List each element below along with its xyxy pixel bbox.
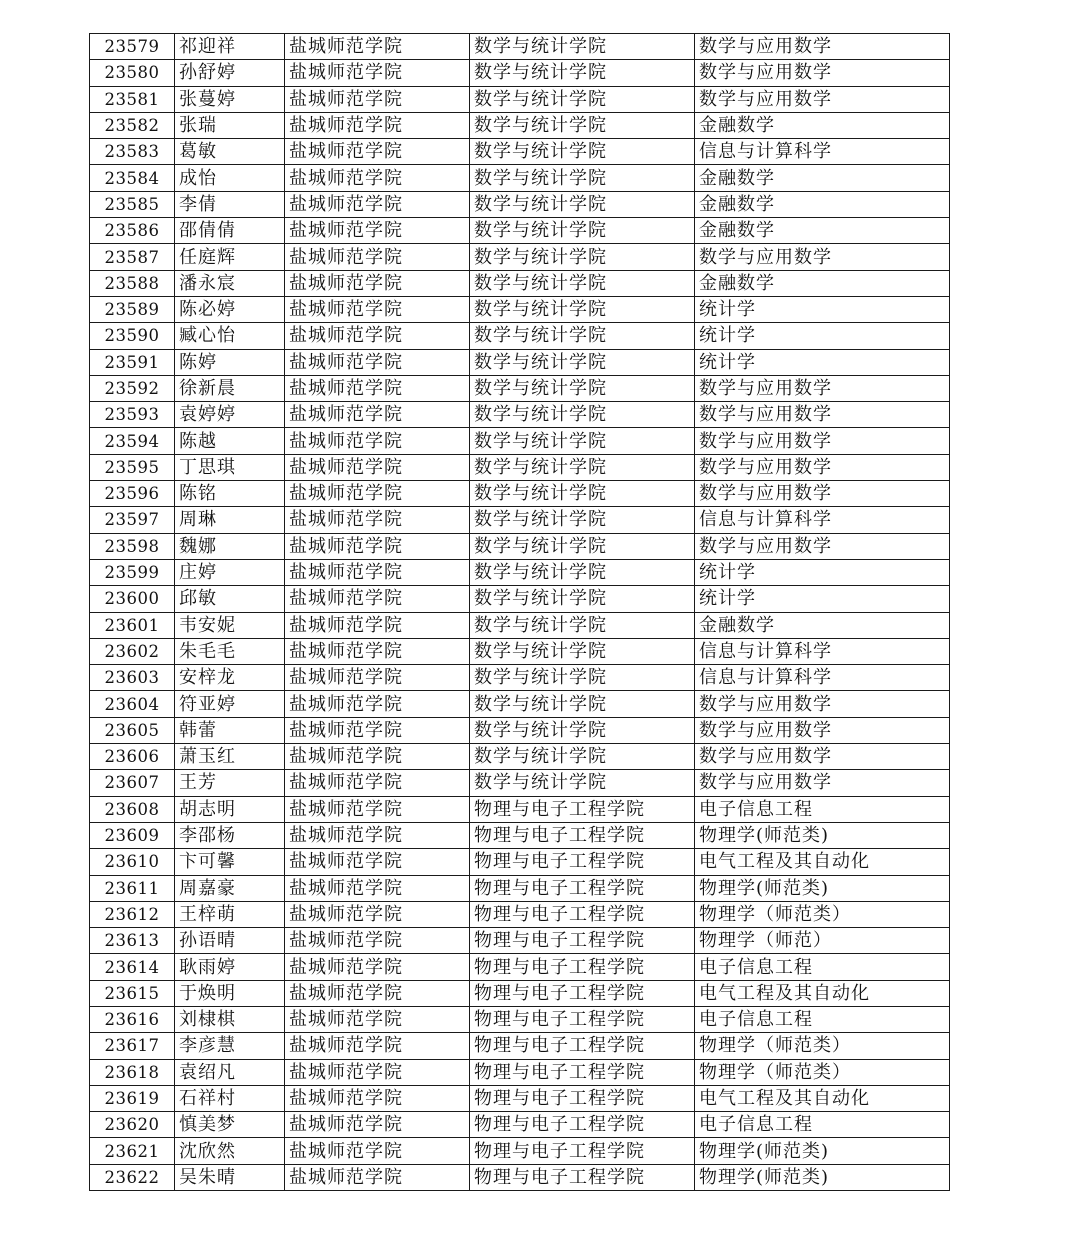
college-cell: 数学与统计学院 <box>470 86 695 112</box>
student-id-cell: 23611 <box>90 875 175 901</box>
major-cell: 统计学 <box>695 586 950 612</box>
table-row <box>90 296 950 322</box>
major-cell: 物理学(师范类) <box>695 1138 950 1164</box>
university-cell: 盐城师范学院 <box>285 901 470 927</box>
university-cell: 盐城师范学院 <box>285 1033 470 1059</box>
college-cell: 物理与电子工程学院 <box>470 901 695 927</box>
student-id-cell: 23610 <box>90 849 175 875</box>
university-cell: 盐城师范学院 <box>285 796 470 822</box>
major-cell: 电子信息工程 <box>695 796 950 822</box>
major-cell: 物理学(师范类) <box>695 1164 950 1190</box>
student-name-cell: 李彦慧 <box>175 1033 285 1059</box>
college-cell: 数学与统计学院 <box>470 559 695 585</box>
student-name-cell: 陈必婷 <box>175 296 285 322</box>
college-cell: 物理与电子工程学院 <box>470 849 695 875</box>
student-name-cell: 胡志明 <box>175 796 285 822</box>
table-row <box>90 586 950 612</box>
university-cell: 盐城师范学院 <box>285 296 470 322</box>
college-cell: 数学与统计学院 <box>470 296 695 322</box>
major-cell: 数学与应用数学 <box>695 481 950 507</box>
student-name-cell: 邱敏 <box>175 586 285 612</box>
major-cell: 金融数学 <box>695 612 950 638</box>
student-id-cell: 23579 <box>90 34 175 60</box>
major-cell: 数学与应用数学 <box>695 60 950 86</box>
university-cell: 盐城师范学院 <box>285 638 470 664</box>
major-cell: 统计学 <box>695 349 950 375</box>
college-cell: 数学与统计学院 <box>470 349 695 375</box>
table-row <box>90 1059 950 1085</box>
table-row <box>90 1085 950 1111</box>
college-cell: 数学与统计学院 <box>470 244 695 270</box>
student-id-cell: 23596 <box>90 481 175 507</box>
student-name-cell: 成怡 <box>175 165 285 191</box>
major-cell: 数学与应用数学 <box>695 691 950 717</box>
table-row <box>90 244 950 270</box>
university-cell: 盐城师范学院 <box>285 428 470 454</box>
major-cell: 数学与应用数学 <box>695 244 950 270</box>
major-cell: 信息与计算科学 <box>695 665 950 691</box>
student-name-cell: 臧心怡 <box>175 323 285 349</box>
college-cell: 物理与电子工程学院 <box>470 875 695 901</box>
major-cell: 金融数学 <box>695 191 950 217</box>
college-cell: 数学与统计学院 <box>470 533 695 559</box>
table-row <box>90 323 950 349</box>
major-cell: 电气工程及其自动化 <box>695 1085 950 1111</box>
student-id-cell: 23591 <box>90 349 175 375</box>
college-cell: 数学与统计学院 <box>470 323 695 349</box>
major-cell: 物理学(师范类) <box>695 875 950 901</box>
student-id-cell: 23582 <box>90 112 175 138</box>
college-cell: 数学与统计学院 <box>470 507 695 533</box>
college-cell: 数学与统计学院 <box>470 691 695 717</box>
student-id-cell: 23615 <box>90 980 175 1006</box>
student-id-cell: 23616 <box>90 1006 175 1032</box>
student-name-cell: 任庭辉 <box>175 244 285 270</box>
table-row <box>90 744 950 770</box>
student-id-cell: 23600 <box>90 586 175 612</box>
table-row <box>90 691 950 717</box>
college-cell: 物理与电子工程学院 <box>470 1164 695 1190</box>
student-id-cell: 23593 <box>90 402 175 428</box>
university-cell: 盐城师范学院 <box>285 270 470 296</box>
student-name-cell: 朱毛毛 <box>175 638 285 664</box>
university-cell: 盐城师范学院 <box>285 1138 470 1164</box>
college-cell: 数学与统计学院 <box>470 744 695 770</box>
college-cell: 物理与电子工程学院 <box>470 796 695 822</box>
student-id-cell: 23620 <box>90 1112 175 1138</box>
major-cell: 数学与应用数学 <box>695 717 950 743</box>
major-cell: 信息与计算科学 <box>695 638 950 664</box>
university-cell: 盐城师范学院 <box>285 928 470 954</box>
major-cell: 数学与应用数学 <box>695 402 950 428</box>
student-id-cell: 23585 <box>90 191 175 217</box>
university-cell: 盐城师范学院 <box>285 1164 470 1190</box>
table-row <box>90 165 950 191</box>
table-row <box>90 86 950 112</box>
university-cell: 盐城师范学院 <box>285 875 470 901</box>
university-cell: 盐城师范学院 <box>285 691 470 717</box>
university-cell: 盐城师范学院 <box>285 586 470 612</box>
student-id-cell: 23583 <box>90 139 175 165</box>
university-cell: 盐城师范学院 <box>285 849 470 875</box>
student-id-cell: 23614 <box>90 954 175 980</box>
table-row <box>90 638 950 664</box>
table-row <box>90 954 950 980</box>
table-row <box>90 112 950 138</box>
university-cell: 盐城师范学院 <box>285 139 470 165</box>
major-cell: 电子信息工程 <box>695 1112 950 1138</box>
college-cell: 物理与电子工程学院 <box>470 1112 695 1138</box>
student-name-cell: 张蔓婷 <box>175 86 285 112</box>
student-id-cell: 23613 <box>90 928 175 954</box>
university-cell: 盐城师范学院 <box>285 559 470 585</box>
university-cell: 盐城师范学院 <box>285 954 470 980</box>
university-cell: 盐城师范学院 <box>285 770 470 796</box>
table-row <box>90 901 950 927</box>
student-id-cell: 23602 <box>90 638 175 664</box>
college-cell: 数学与统计学院 <box>470 428 695 454</box>
major-cell: 数学与应用数学 <box>695 770 950 796</box>
table-row <box>90 139 950 165</box>
major-cell: 数学与应用数学 <box>695 34 950 60</box>
student-name-cell: 陈婷 <box>175 349 285 375</box>
student-id-cell: 23587 <box>90 244 175 270</box>
student-id-cell: 23604 <box>90 691 175 717</box>
college-cell: 数学与统计学院 <box>470 139 695 165</box>
university-cell: 盐城师范学院 <box>285 112 470 138</box>
university-cell: 盐城师范学院 <box>285 1059 470 1085</box>
student-name-cell: 于焕明 <box>175 980 285 1006</box>
college-cell: 数学与统计学院 <box>470 638 695 664</box>
major-cell: 金融数学 <box>695 112 950 138</box>
student-id-cell: 23608 <box>90 796 175 822</box>
university-cell: 盐城师范学院 <box>285 980 470 1006</box>
major-cell: 数学与应用数学 <box>695 375 950 401</box>
table-row <box>90 375 950 401</box>
college-cell: 物理与电子工程学院 <box>470 1006 695 1032</box>
major-cell: 物理学（师范类） <box>695 1059 950 1085</box>
college-cell: 数学与统计学院 <box>470 112 695 138</box>
student-id-cell: 23592 <box>90 375 175 401</box>
student-name-cell: 丁思琪 <box>175 454 285 480</box>
university-cell: 盐城师范学院 <box>285 191 470 217</box>
table-row <box>90 1164 950 1190</box>
student-name-cell: 祁迎祥 <box>175 34 285 60</box>
major-cell: 数学与应用数学 <box>695 86 950 112</box>
student-name-cell: 葛敏 <box>175 139 285 165</box>
student-name-cell: 孙语晴 <box>175 928 285 954</box>
student-name-cell: 慎美梦 <box>175 1112 285 1138</box>
college-cell: 物理与电子工程学院 <box>470 954 695 980</box>
table-row <box>90 349 950 375</box>
university-cell: 盐城师范学院 <box>285 349 470 375</box>
student-id-cell: 23607 <box>90 770 175 796</box>
major-cell: 统计学 <box>695 323 950 349</box>
student-name-cell: 韦安妮 <box>175 612 285 638</box>
university-cell: 盐城师范学院 <box>285 244 470 270</box>
student-name-cell: 王芳 <box>175 770 285 796</box>
college-cell: 物理与电子工程学院 <box>470 928 695 954</box>
student-name-cell: 周嘉豪 <box>175 875 285 901</box>
major-cell: 数学与应用数学 <box>695 454 950 480</box>
college-cell: 数学与统计学院 <box>470 481 695 507</box>
university-cell: 盐城师范学院 <box>285 165 470 191</box>
student-name-cell: 袁婷婷 <box>175 402 285 428</box>
major-cell: 电气工程及其自动化 <box>695 849 950 875</box>
student-name-cell: 李倩 <box>175 191 285 217</box>
table-row <box>90 796 950 822</box>
student-id-cell: 23603 <box>90 665 175 691</box>
university-cell: 盐城师范学院 <box>285 717 470 743</box>
university-cell: 盐城师范学院 <box>285 822 470 848</box>
table-row <box>90 875 950 901</box>
student-name-cell: 韩蕾 <box>175 717 285 743</box>
table-row <box>90 559 950 585</box>
college-cell: 物理与电子工程学院 <box>470 980 695 1006</box>
university-cell: 盐城师范学院 <box>285 1085 470 1111</box>
university-cell: 盐城师范学院 <box>285 533 470 559</box>
major-cell: 信息与计算科学 <box>695 139 950 165</box>
major-cell: 电气工程及其自动化 <box>695 980 950 1006</box>
student-name-cell: 孙舒婷 <box>175 60 285 86</box>
college-cell: 数学与统计学院 <box>470 665 695 691</box>
university-cell: 盐城师范学院 <box>285 34 470 60</box>
student-name-cell: 石祥村 <box>175 1085 285 1111</box>
student-id-cell: 23617 <box>90 1033 175 1059</box>
table-row <box>90 849 950 875</box>
student-id-cell: 23581 <box>90 86 175 112</box>
major-cell: 统计学 <box>695 296 950 322</box>
college-cell: 物理与电子工程学院 <box>470 1059 695 1085</box>
major-cell: 物理学（师范类） <box>695 901 950 927</box>
university-cell: 盐城师范学院 <box>285 481 470 507</box>
table-row <box>90 1112 950 1138</box>
student-id-cell: 23590 <box>90 323 175 349</box>
student-name-cell: 王梓萌 <box>175 901 285 927</box>
college-cell: 数学与统计学院 <box>470 454 695 480</box>
student-id-cell: 23605 <box>90 717 175 743</box>
table-row <box>90 428 950 454</box>
university-cell: 盐城师范学院 <box>285 86 470 112</box>
university-cell: 盐城师范学院 <box>285 744 470 770</box>
college-cell: 数学与统计学院 <box>470 770 695 796</box>
university-cell: 盐城师范学院 <box>285 612 470 638</box>
major-cell: 物理学(师范类) <box>695 822 950 848</box>
student-id-cell: 23598 <box>90 533 175 559</box>
table-row <box>90 454 950 480</box>
student-name-cell: 安梓龙 <box>175 665 285 691</box>
table-row <box>90 665 950 691</box>
university-cell: 盐城师范学院 <box>285 1006 470 1032</box>
table-row <box>90 980 950 1006</box>
table-row <box>90 717 950 743</box>
student-id-cell: 23609 <box>90 822 175 848</box>
table-row <box>90 191 950 217</box>
student-id-cell: 23586 <box>90 218 175 244</box>
table-row <box>90 822 950 848</box>
student-id-cell: 23612 <box>90 901 175 927</box>
college-cell: 数学与统计学院 <box>470 270 695 296</box>
student-id-cell: 23588 <box>90 270 175 296</box>
student-id-cell: 23584 <box>90 165 175 191</box>
university-cell: 盐城师范学院 <box>285 454 470 480</box>
student-id-cell: 23580 <box>90 60 175 86</box>
student-name-cell: 陈越 <box>175 428 285 454</box>
student-id-cell: 23595 <box>90 454 175 480</box>
student-name-cell: 李邵杨 <box>175 822 285 848</box>
college-cell: 数学与统计学院 <box>470 218 695 244</box>
university-cell: 盐城师范学院 <box>285 1112 470 1138</box>
table-row <box>90 60 950 86</box>
student-name-cell: 徐新晨 <box>175 375 285 401</box>
table-row <box>90 1033 950 1059</box>
college-cell: 物理与电子工程学院 <box>470 822 695 848</box>
table-row <box>90 34 950 60</box>
student-name-cell: 耿雨婷 <box>175 954 285 980</box>
student-id-cell: 23589 <box>90 296 175 322</box>
student-id-cell: 23622 <box>90 1164 175 1190</box>
student-name-cell: 邵倩倩 <box>175 218 285 244</box>
student-name-cell: 周琳 <box>175 507 285 533</box>
student-name-cell: 卞可馨 <box>175 849 285 875</box>
student-id-cell: 23601 <box>90 612 175 638</box>
student-id-cell: 23594 <box>90 428 175 454</box>
major-cell: 物理学（师范） <box>695 928 950 954</box>
college-cell: 物理与电子工程学院 <box>470 1138 695 1164</box>
student-name-cell: 刘棣棋 <box>175 1006 285 1032</box>
college-cell: 数学与统计学院 <box>470 402 695 428</box>
major-cell: 数学与应用数学 <box>695 533 950 559</box>
student-name-cell: 张瑞 <box>175 112 285 138</box>
college-cell: 数学与统计学院 <box>470 375 695 401</box>
student-id-cell: 23621 <box>90 1138 175 1164</box>
student-name-cell: 符亚婷 <box>175 691 285 717</box>
student-id-cell: 23597 <box>90 507 175 533</box>
university-cell: 盐城师范学院 <box>285 375 470 401</box>
major-cell: 金融数学 <box>695 165 950 191</box>
college-cell: 物理与电子工程学院 <box>470 1033 695 1059</box>
major-cell: 电子信息工程 <box>695 954 950 980</box>
student-name-cell: 陈铭 <box>175 481 285 507</box>
university-cell: 盐城师范学院 <box>285 218 470 244</box>
student-name-cell: 魏娜 <box>175 533 285 559</box>
college-cell: 数学与统计学院 <box>470 34 695 60</box>
university-cell: 盐城师范学院 <box>285 507 470 533</box>
major-cell: 信息与计算科学 <box>695 507 950 533</box>
college-cell: 数学与统计学院 <box>470 717 695 743</box>
table-row <box>90 270 950 296</box>
student-id-cell: 23606 <box>90 744 175 770</box>
major-cell: 物理学（师范类） <box>695 1033 950 1059</box>
student-name-cell: 潘永宸 <box>175 270 285 296</box>
student-id-cell: 23599 <box>90 559 175 585</box>
table-row <box>90 928 950 954</box>
major-cell: 数学与应用数学 <box>695 744 950 770</box>
table-row <box>90 218 950 244</box>
student-name-cell: 袁绍凡 <box>175 1059 285 1085</box>
university-cell: 盐城师范学院 <box>285 665 470 691</box>
student-id-cell: 23618 <box>90 1059 175 1085</box>
major-cell: 金融数学 <box>695 270 950 296</box>
college-cell: 数学与统计学院 <box>470 191 695 217</box>
student-name-cell: 吴朱晴 <box>175 1164 285 1190</box>
major-cell: 金融数学 <box>695 218 950 244</box>
major-cell: 数学与应用数学 <box>695 428 950 454</box>
table-row <box>90 770 950 796</box>
major-cell: 统计学 <box>695 559 950 585</box>
university-cell: 盐城师范学院 <box>285 402 470 428</box>
roster-table-body <box>90 34 950 1191</box>
table-row <box>90 612 950 638</box>
college-cell: 数学与统计学院 <box>470 165 695 191</box>
university-cell: 盐城师范学院 <box>285 60 470 86</box>
student-name-cell: 沈欣然 <box>175 1138 285 1164</box>
major-cell: 电子信息工程 <box>695 1006 950 1032</box>
student-name-cell: 庄婷 <box>175 559 285 585</box>
university-cell: 盐城师范学院 <box>285 323 470 349</box>
roster-table <box>89 33 950 1191</box>
college-cell: 数学与统计学院 <box>470 60 695 86</box>
student-id-cell: 23619 <box>90 1085 175 1111</box>
table-row <box>90 402 950 428</box>
table-row <box>90 533 950 559</box>
table-row <box>90 481 950 507</box>
college-cell: 物理与电子工程学院 <box>470 1085 695 1111</box>
table-row <box>90 1006 950 1032</box>
college-cell: 数学与统计学院 <box>470 612 695 638</box>
college-cell: 数学与统计学院 <box>470 586 695 612</box>
student-name-cell: 萧玉红 <box>175 744 285 770</box>
table-row <box>90 507 950 533</box>
table-row <box>90 1138 950 1164</box>
